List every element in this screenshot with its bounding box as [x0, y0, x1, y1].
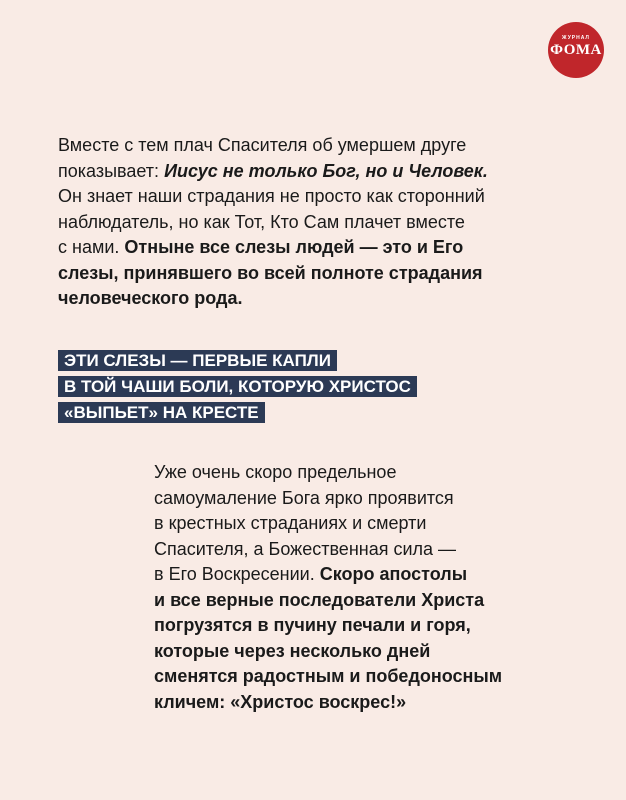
paragraph-line: [58, 159, 598, 185]
text-regular: показывает:: [58, 160, 165, 181]
pull-quote-line: [58, 400, 417, 426]
paragraph-line: слезы, принявшего во всей полноте страдания: [58, 262, 483, 283]
paragraph-line: которые через несколько дней: [154, 640, 431, 661]
paragraph-line: погрузятся в пучину печали и горя,: [154, 615, 471, 635]
logo-title: ФОМА: [550, 42, 602, 58]
text-regular: в Его Воскресении.: [154, 564, 320, 584]
pull-quote-text: ЭТИ СЛЕЗЫ — ПЕРВЫЕ КАПЛИ: [58, 350, 337, 371]
paragraph-line: Он знает наши страдания не просто как сторонний: [58, 186, 485, 206]
paragraph-intro: [58, 133, 598, 312]
paragraph-line: Вместе с тем плач Спасителя об умершем друге: [58, 135, 467, 155]
pull-quote-line: [58, 374, 417, 400]
pull-quote-text: «ВЫПЬЕТ» НА КРЕСТЕ: [58, 402, 265, 423]
paragraph-line: [154, 562, 594, 588]
text-bold: Отныне все слезы людей — это и Его: [124, 237, 464, 257]
paragraph-line: и все верные последователи Христа: [154, 589, 485, 610]
paragraph-line: кличем: «Христос воскрес!»: [154, 691, 407, 712]
logo-subtitle: ЖУРНАЛ: [562, 35, 590, 41]
pull-quote-text: В ТОЙ ЧАШИ БОЛИ, КОТОРУЮ ХРИСТОС: [58, 376, 417, 397]
paragraph-line: в крестных страданиях и смерти: [154, 513, 427, 533]
foma-logo: [548, 22, 604, 78]
pull-quote: [58, 348, 417, 426]
paragraph-line: Спасителя, а Божественная сила —: [154, 538, 457, 559]
paragraph-line: [58, 235, 598, 261]
paragraph-line: человеческого рода.: [58, 288, 243, 308]
paragraph-line: наблюдатель, но как Тот, Кто Сам плачет вместе: [58, 211, 465, 232]
pull-quote-line: [58, 348, 417, 374]
paragraph-line: самоумаление Бога ярко проявится: [154, 487, 454, 508]
paragraph-conclusion: [154, 460, 594, 715]
text-bold: Скоро апостолы: [319, 564, 468, 584]
text-regular: с нами.: [58, 237, 125, 257]
text-bold-italic: Иисус не только Бог, но и Человек.: [164, 160, 488, 181]
paragraph-line: Уже очень скоро предельное: [154, 462, 397, 482]
paragraph-line: сменятся радостным и победоносным: [154, 666, 503, 686]
